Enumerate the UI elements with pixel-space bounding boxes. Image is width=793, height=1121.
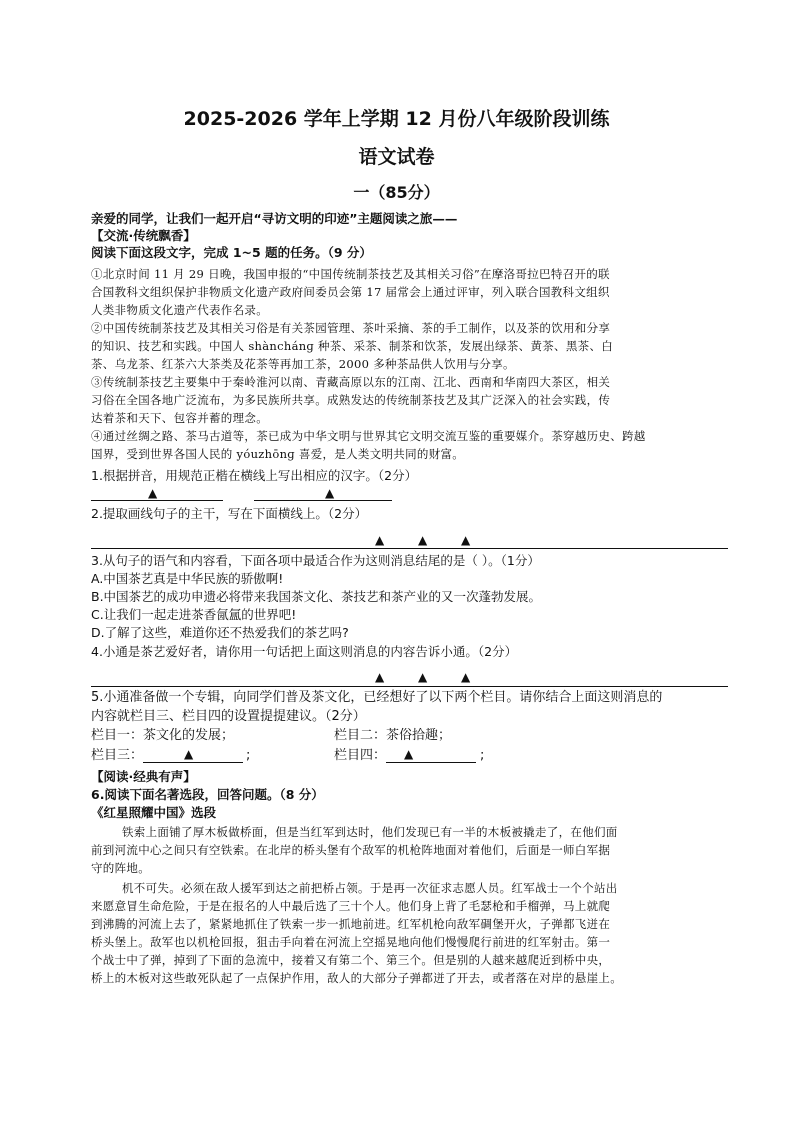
exam-title: 2025-2026 学年上学期 12 月份八年级阶段训练	[183, 108, 610, 130]
question-4: 4.小通是茶艺爱好者，请你用一句话把上面这则消息的内容告诉小通。（2分）	[91, 644, 518, 659]
passage-line: 的知识、技艺和实践。中国人 shànchánɡ 种茶、采茶、制茶和饮茶，发展出绿茶、黄茶、黑茶、白	[91, 339, 614, 353]
passage-line: ②中国传统制茶技艺及其相关习俗是有关茶园管理、茶叶采摘、茶的手工制作，以及茶的饮用和分享	[91, 321, 611, 335]
part1-heading: 【交流·传统飘香】	[91, 228, 196, 243]
passage-line: 国界，受到世界各国人民的 yóuzhōnɡ 喜爱，是人类文明共同的财富。	[91, 447, 465, 461]
passage-line: 达着茶和天下、包容并蓄的理念。	[91, 411, 268, 425]
passage-line: 合国教科文组织保护非物质文化遗产政府间委员会第 17 届常会上通过评审，列入联合国教科文组织	[91, 285, 610, 299]
part2-heading: 【阅读·经典有声】	[91, 769, 196, 784]
answer-marker: ▲	[404, 747, 414, 761]
excerpt-line: 桥头堡上。敌军也以机枪回报，狙击手向着在河流上空摇晃地向他们慢慢爬行前进的红军射击。第一	[91, 935, 611, 949]
passage-line: ①北京时间 11 月 29 日晚，我国申报的“中国传统制茶技艺及其相关习俗”在摩洛哥拉巴特召开的联	[91, 267, 610, 281]
passage-line: 习俗在全国各地广泛流布，为多民族所共享。成熟发达的传统制茶技艺及其广泛深入的社会实践，传	[91, 393, 611, 407]
excerpt-line: 前到河流中心之间只有空铁索。在北岸的桥头堡有个敌军的机枪阵地面对着他们，后面是一师白军据	[91, 843, 611, 857]
question-1: 1.根据拼音，用规范正楷在横线上写出相应的汉字。（2分）	[91, 468, 418, 483]
answer-marker: ▲	[375, 670, 385, 684]
passage-line: 人类非物质文化遗产代表作名录。	[91, 303, 268, 317]
excerpt-line: 守的阵地。	[91, 861, 150, 875]
column-3-blank[interactable]	[143, 762, 243, 763]
question-5-line1: 5.小通准备做一个专辑，向同学们普及茶文化，已经想好了以下两个栏目。请你结合上面这则消息的	[91, 690, 663, 705]
excerpt-line: 铁索上面铺了厚木板做桥面，但是当红军到达时，他们发现已有一半的木板被撬走了，在他们面	[122, 825, 618, 839]
answer-marker: ▲	[184, 747, 194, 761]
book-excerpt-title: 《红星照耀中国》选段	[91, 805, 217, 820]
answer-marker: ▲	[418, 670, 428, 684]
answer-line-q4[interactable]	[91, 686, 728, 687]
option-b: B.中国茶艺的成功申遗必将带来我国茶文化、茶技艺和茶产业的又一次蓬勃发展。	[91, 589, 542, 604]
passage-line: ③传统制茶技艺主要集中于秦岭淮河以南、青藏高原以东的江南、江北、西南和华南四大茶区，相关	[91, 375, 611, 389]
column-1: 栏目一：茶文化的发展；	[91, 728, 235, 743]
intro-text: 亲爱的同学，让我们一起开启“寻访文明的印迹”主题阅读之旅——	[91, 211, 458, 226]
answer-marker: ▲	[418, 533, 428, 547]
question-6: 6.阅读下面名著选段，回答问题。（8 分）	[91, 787, 324, 802]
semicolon: ;	[246, 748, 251, 763]
answer-marker: ▲	[148, 486, 158, 500]
option-c: C.让我们一起走进茶香氤氲的世界吧!	[91, 607, 297, 622]
answer-marker: ▲	[461, 533, 471, 547]
excerpt-line: 来愿意冒生命危险，于是在报名的人中最后选了三十个人。他们身上背了毛瑟枪和手榴弹，马上就爬	[91, 899, 611, 913]
section-heading: 一（85分）	[353, 183, 440, 202]
answer-blank-2[interactable]	[254, 500, 392, 501]
column-4-blank[interactable]	[386, 762, 476, 763]
excerpt-line: 到沸腾的河流上去了，紧紧地抓住了铁索一步一抓地前进。红军机枪向敌军碉堡开火，子弹都飞迸在	[91, 917, 611, 931]
answer-blank-1[interactable]	[91, 500, 223, 501]
semicolon: ;	[480, 748, 485, 763]
column-3-label: 栏目三：	[91, 748, 144, 763]
column-2: 栏目二：茶俗拾趣；	[334, 728, 452, 743]
question-2: 2.提取画线句子的主干，写在下面横线上。（2分）	[91, 506, 368, 521]
excerpt-line: 个战士中了弹，掉到了下面的急流中，接着又有第二个、第三个。但是别的人越来越爬近到桥中央，	[91, 953, 611, 967]
column-4-label: 栏目四：	[334, 748, 387, 763]
answer-marker: ▲	[375, 533, 385, 547]
answer-marker: ▲	[461, 670, 471, 684]
answer-marker: ▲	[325, 486, 335, 500]
option-a: A.中国茶艺真是中华民族的骄傲啊!	[91, 571, 284, 586]
question-3: 3.从句子的语气和内容看，下面各项中最适合作为这则消息结尾的是（ ）。（1分）	[91, 553, 540, 568]
answer-line-q2[interactable]	[91, 548, 728, 549]
passage-line: ④通过丝绸之路、茶马古道等，茶已成为中华文明与世界其它文明交流互鉴的重要媒介。茶穿越历史、跨越	[91, 429, 646, 443]
passage-line: 茶、乌龙茶、红茶六大茶类及花茶等再加工茶，2000 多种茶品供人饮用与分享。	[91, 357, 515, 371]
excerpt-line: 桥上的木板对这些敢死队起了一点保护作用，敌人的大部分子弹都迸了开去，或者落在对岸的悬崖上。	[91, 971, 622, 985]
question-5-line2: 内容就栏目三、栏目四的设置提提建议。（2分）	[91, 709, 366, 724]
option-d: D.了解了这些，难道你还不热爱我们的茶艺吗?	[91, 625, 349, 640]
exam-subject: 语文试卷	[358, 146, 435, 168]
part1-instruction: 阅读下面这段文字，完成 1~5 题的任务。（9 分）	[91, 245, 372, 260]
excerpt-line: 机不可失。必须在敌人援军到达之前把桥占领。于是再一次征求志愿人员。红军战士一个个站出	[122, 881, 618, 895]
